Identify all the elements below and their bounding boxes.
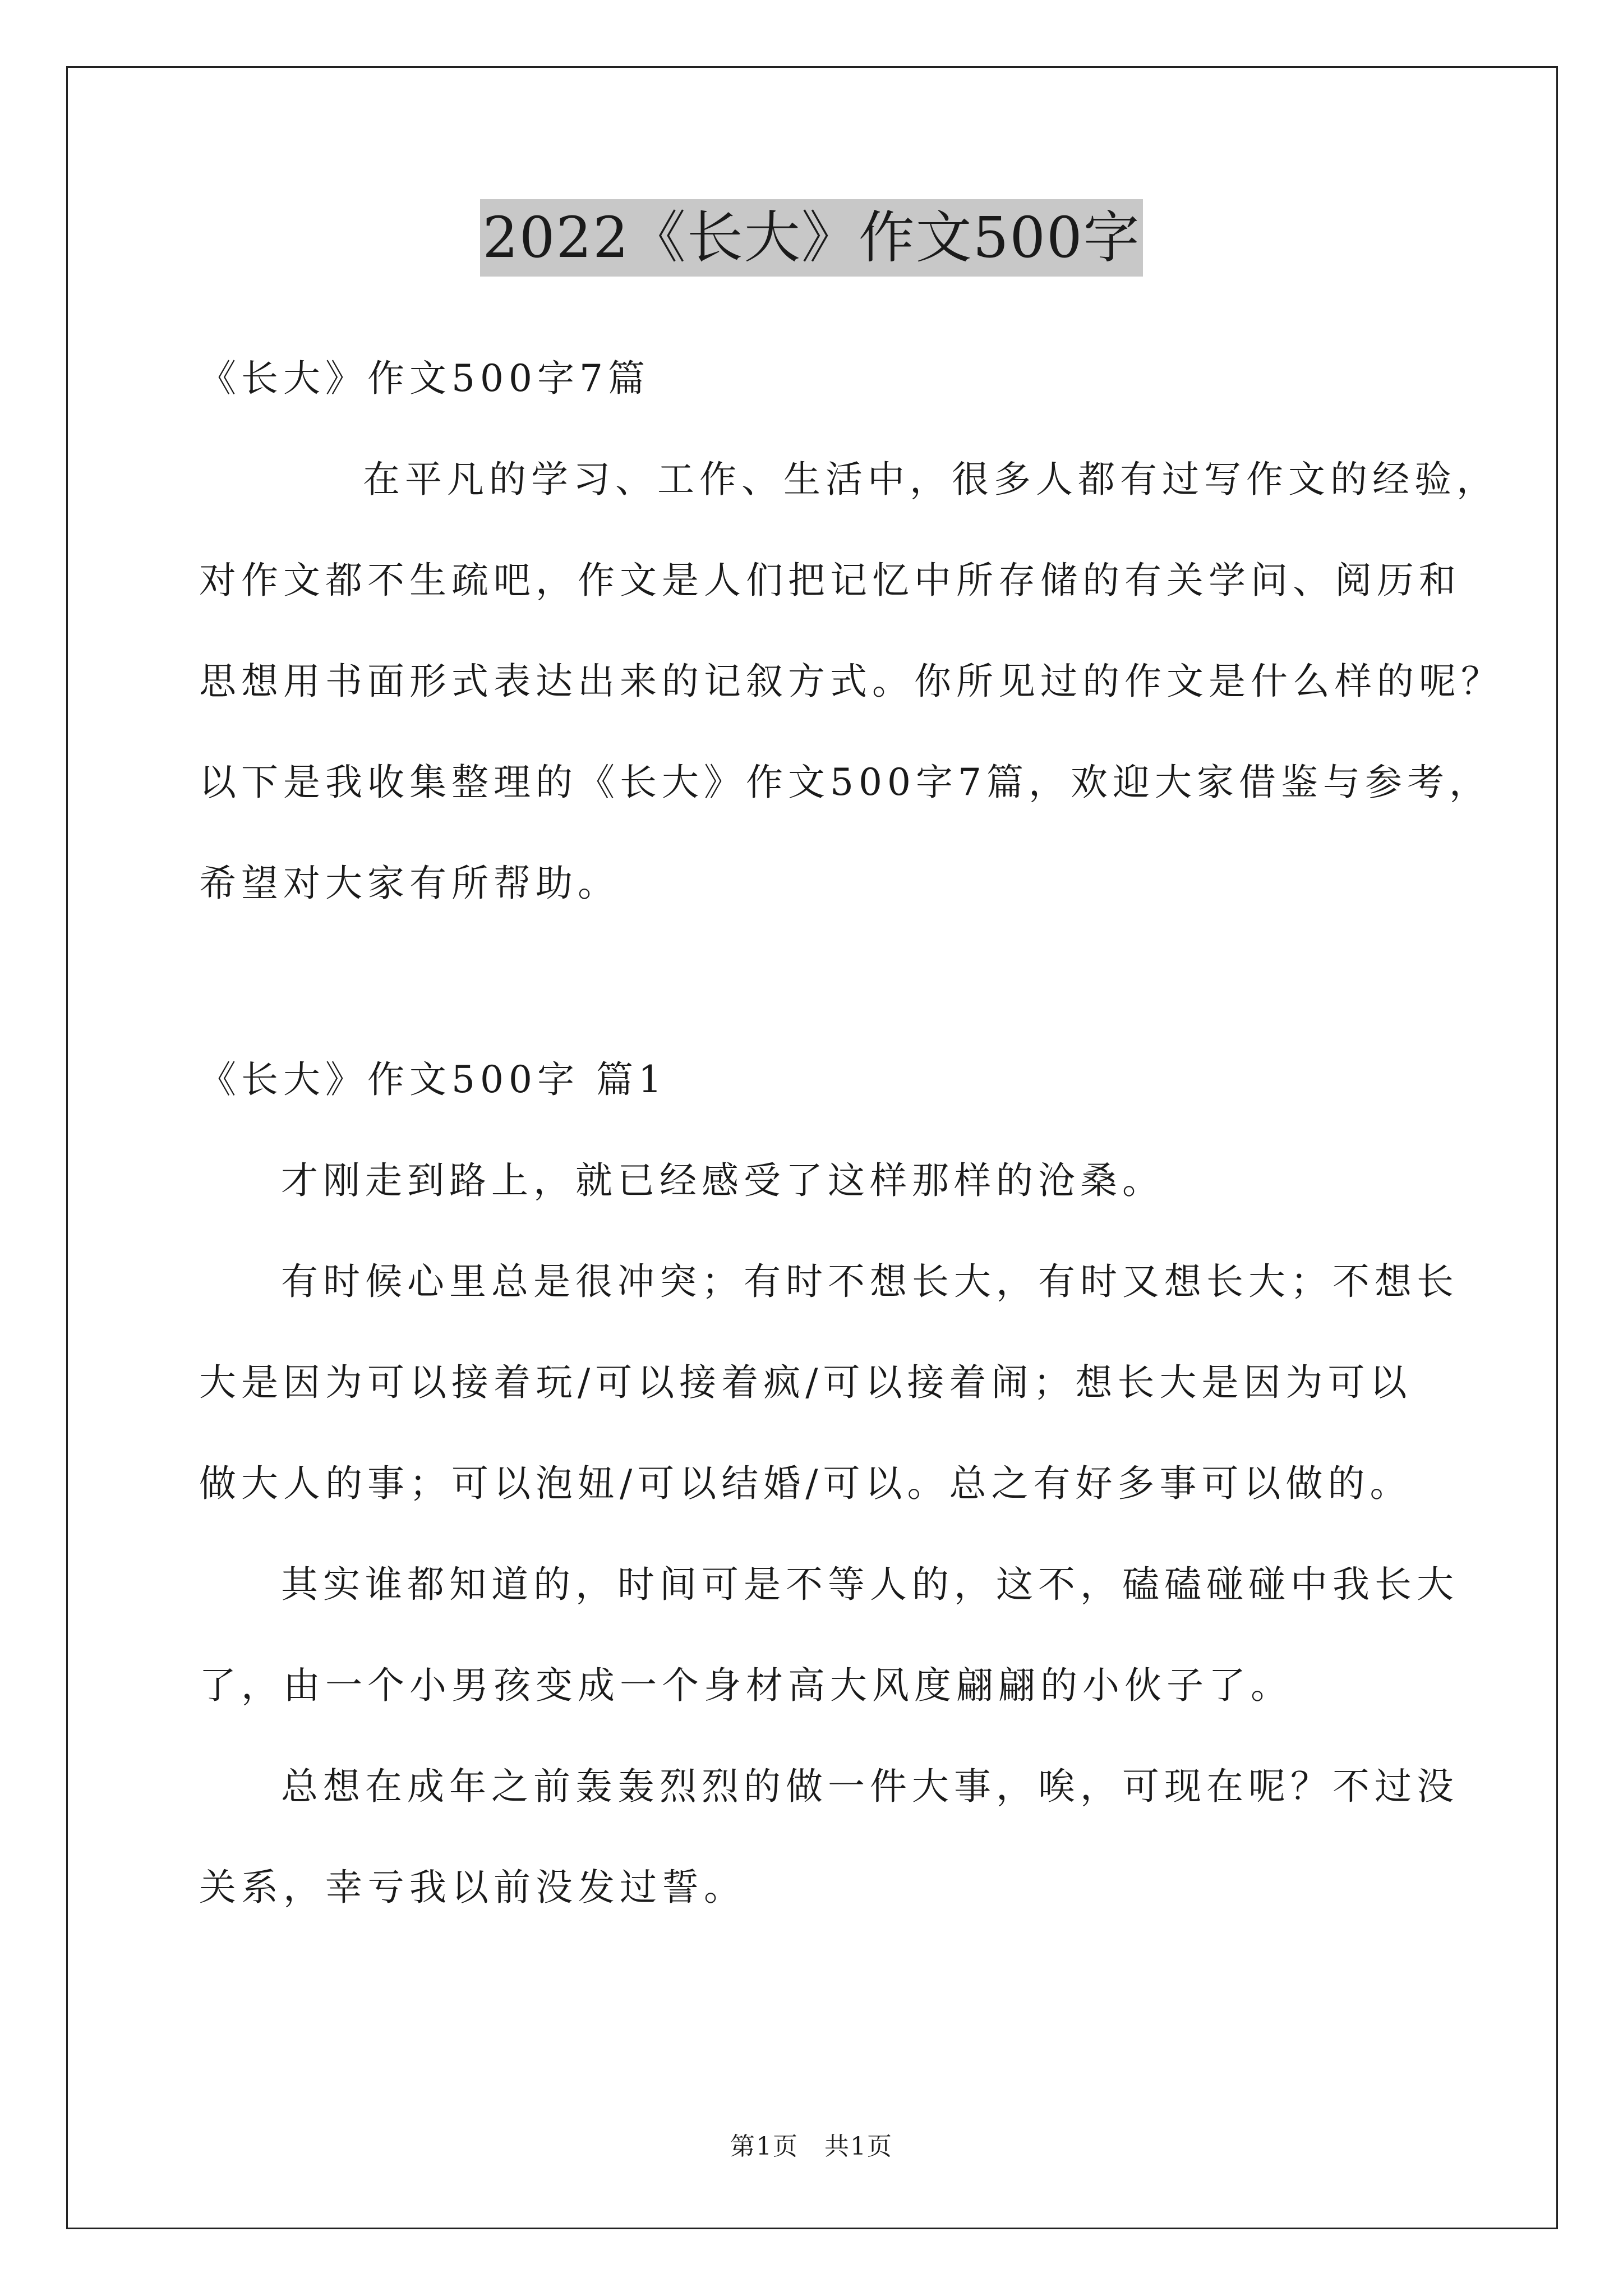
intro-line-4: 以下是我收集整理的《长大》作文500字7篇，欢迎大家借鉴与参考， — [199, 761, 1491, 804]
body-line-1: 才刚走到路上，就已经感受了这样那样的沧桑。 — [281, 1159, 1164, 1202]
title-wrapper — [0, 199, 1623, 277]
body-line-7: 总想在成年之前轰轰烈烈的做一件大事，唉，可现在呢？不过没 — [281, 1765, 1459, 1808]
body-line-2: 有时候心里总是很冲突；有时不想长大，有时又想长大；不想长 — [281, 1260, 1459, 1303]
document-title: 2022《长大》作文500字 — [480, 199, 1142, 277]
body-line-6: 了，由一个小男孩变成一个身材高大风度翩翩的小伙子了。 — [199, 1664, 1293, 1707]
subtitle: 《长大》作文500字7篇 — [199, 357, 650, 400]
intro-line-5: 希望对大家有所帮助。 — [199, 862, 620, 905]
intro-line-2: 对作文都不生疏吧，作文是人们把记忆中所存储的有关学问、阅历和 — [199, 559, 1461, 602]
body-line-8: 关系，幸亏我以前没发过誓。 — [199, 1866, 746, 1909]
page-footer: 第1页 共1页 — [730, 2132, 893, 2161]
intro-line-3: 思想用书面形式表达出来的记叙方式。你所见过的作文是什么样的呢？ — [199, 660, 1503, 703]
body-line-4: 做大人的事；可以泡妞/可以结婚/可以。总之有好多事可以做的。 — [199, 1462, 1412, 1505]
section-heading: 《长大》作文500字 篇1 — [199, 1058, 667, 1101]
intro-line-1: 在平凡的学习、工作、生活中，很多人都有过写作文的经验， — [363, 458, 1498, 501]
body-line-3: 大是因为可以接着玩/可以接着疯/可以接着闹；想长大是因为可以 — [199, 1361, 1412, 1404]
body-line-5: 其实谁都知道的，时间可是不等人的，这不，磕磕碰碰中我长大 — [281, 1563, 1459, 1606]
